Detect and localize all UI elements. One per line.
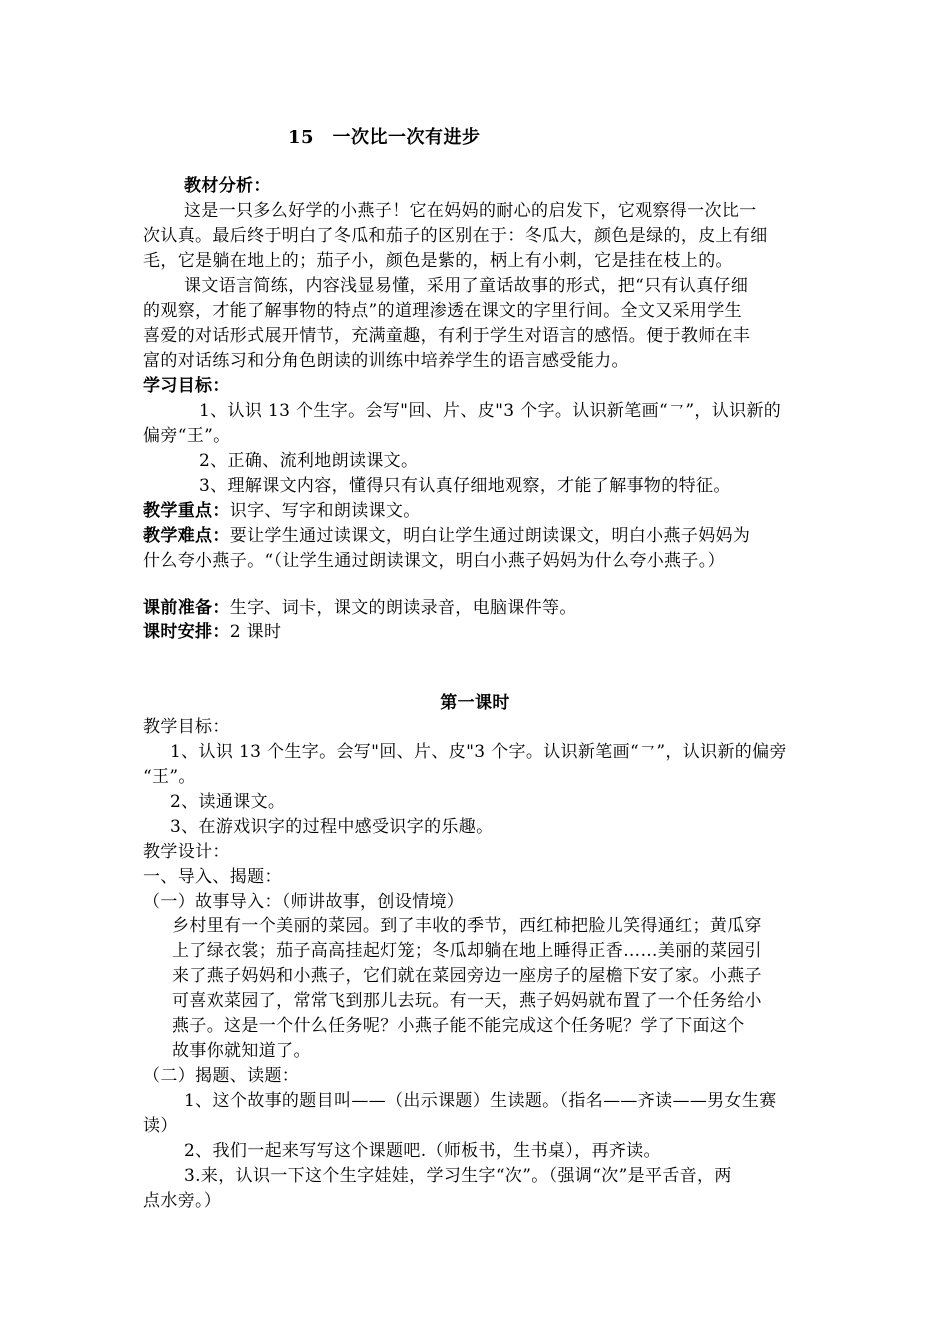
analysis-line: 课文语言简练，内容浅显易懂，采用了童话故事的形式，把“只有认真仔细 bbox=[184, 276, 749, 296]
goal-line: 2、正确、流利地朗读课文。 bbox=[199, 451, 419, 471]
story-line: 上了绿衣裳；茄子高高挂起灯笼；冬瓜却躺在地上睡得正香……美丽的菜园引 bbox=[172, 941, 762, 961]
lesson1-goal-line: 3、在游戏识字的过程中感受识字的乐趣。 bbox=[170, 817, 494, 837]
story-line: 燕子。这是一个什么任务呢？小燕子能不能完成这个任务呢？学了下面这个 bbox=[172, 1016, 745, 1036]
schedule bbox=[143, 620, 281, 644]
schedule-text: 2 课时 bbox=[229, 622, 282, 642]
lesson-title: 15 一次比一次有进步 bbox=[288, 127, 481, 148]
analysis-heading: 教材分析： bbox=[184, 176, 271, 196]
preparation-text: 生字、词卡，课文的朗读录音，电脑课件等。 bbox=[229, 598, 577, 618]
story-line: 可喜欢菜园了，常常飞到那儿去玩。有一天，燕子妈妈就布置了一个任务给小 bbox=[172, 991, 762, 1011]
analysis-line: 毛，它是躺在地上的；茄子小，颜色是紫的，柄上有小刺，它是挂在枝上的。 bbox=[143, 251, 733, 271]
preparation bbox=[143, 596, 577, 620]
goals-heading: 学习目标： bbox=[143, 376, 230, 396]
story-line: 来了燕子妈妈和小燕子，它们就在菜园旁边一座房子的屋檐下安了家。小燕子 bbox=[172, 966, 762, 986]
analysis-line: 喜爱的对话形式展开情节，充满童趣，有利于学生对语言的感悟。便于教师在丰 bbox=[143, 326, 751, 346]
schedule-label: 课时安排： bbox=[143, 622, 230, 642]
analysis-line: 的观察，才能了解事物的特点”的道理渗透在课文的字里行间。全文又采用学生 bbox=[143, 301, 742, 321]
step-line: 3.来，认识一下这个生字娃娃，学习生字“次”。（强调“次”是平舌音，两 bbox=[184, 1166, 732, 1186]
part1-heading: 一、导入、揭题： bbox=[143, 867, 282, 887]
difficulty-label: 教学难点： bbox=[143, 526, 230, 546]
goal-line: 偏旁“王”。 bbox=[143, 426, 231, 446]
goal-line: 1、认识 13 个生字。会写"回、片、皮"3 个字。认识新笔画“㇖”，认识新的 bbox=[199, 401, 782, 421]
preparation-label: 课前准备： bbox=[143, 598, 230, 618]
difficulty bbox=[143, 524, 750, 548]
story-line: 故事你就知道了。 bbox=[172, 1041, 311, 1061]
step-line: 1、这个故事的题目叫——（出示课题）生读题。（指名——齐读——男女生赛 bbox=[184, 1091, 777, 1111]
key-point-text: 识字、写字和朗读课文。 bbox=[229, 501, 421, 521]
lesson1-goals-label: 教学目标： bbox=[143, 717, 230, 737]
analysis-line: 富的对话练习和分角色朗读的训练中培养学生的语言感受能力。 bbox=[143, 351, 629, 371]
key-point-label: 教学重点： bbox=[143, 501, 230, 521]
goal-line: 3、理解课文内容，懂得只有认真仔细地观察，才能了解事物的特征。 bbox=[199, 476, 731, 496]
story-line: 乡村里有一个美丽的菜园。到了丰收的季节，西红柿把脸儿笑得通红；黄瓜穿 bbox=[172, 916, 762, 936]
design-label: 教学设计： bbox=[143, 842, 230, 862]
step-line: 点水旁。） bbox=[143, 1191, 222, 1211]
analysis-line: 这是一只多么好学的小燕子！它在妈妈的耐心的启发下，它观察得一次比一 bbox=[184, 201, 757, 221]
key-point bbox=[143, 499, 421, 523]
lesson1-goal-line: “王”。 bbox=[143, 767, 196, 787]
sub1-heading: （一）故事导入：（师讲故事，创设情境） bbox=[143, 892, 465, 912]
difficulty-text: 要让学生通过读课文，明白让学生通过朗读课文，明白小燕子妈妈为 bbox=[229, 526, 751, 546]
lesson1-goal-line: 1、认识 13 个生字。会写"回、片、皮"3 个字。认识新笔画“㇖”，认识新的偏旁 bbox=[170, 742, 787, 762]
lesson1-heading: 第一课时 bbox=[440, 693, 510, 713]
step-line: 2、我们一起来写写这个课题吧.（师板书，生书桌），再齐读。 bbox=[184, 1141, 661, 1161]
step-line: 读） bbox=[143, 1116, 178, 1136]
analysis-line: 次认真。最后终于明白了冬瓜和茄子的区别在于：冬瓜大，颜色是绿的，皮上有细 bbox=[143, 226, 768, 246]
lesson1-goal-line: 2、读通课文。 bbox=[170, 792, 286, 812]
sub2-heading: （二）揭题、读题： bbox=[143, 1066, 300, 1086]
difficulty-line2: 什么夸小燕子。“（让学生通过朗读课文，明白小燕子妈妈为什么夸小燕子。） bbox=[143, 551, 725, 571]
